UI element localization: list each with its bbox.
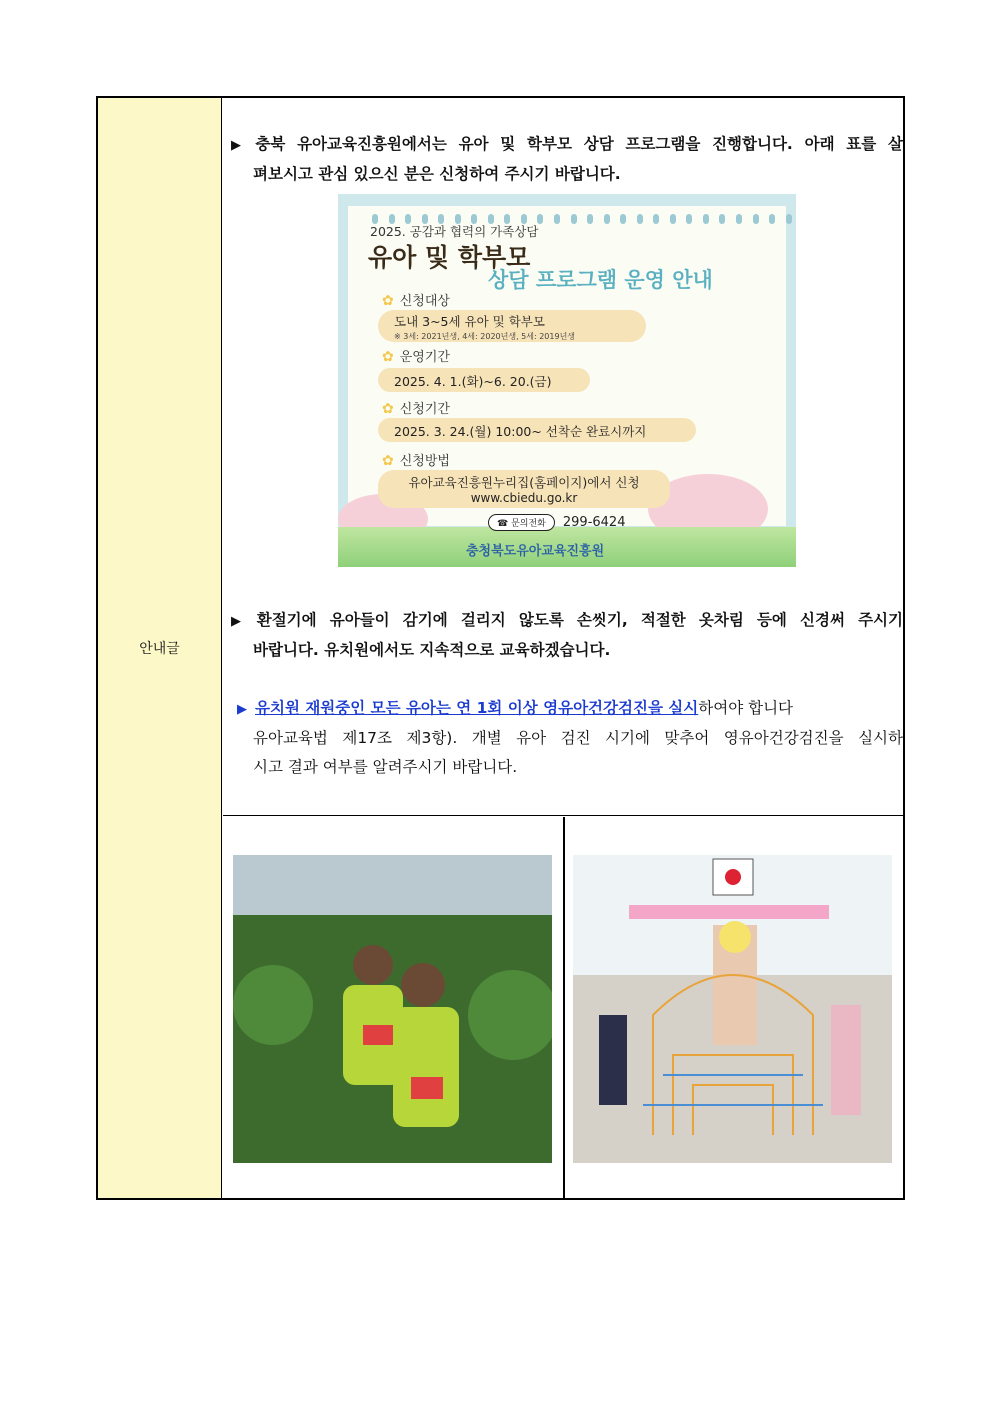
org-name: 충청북도유아교육진흥원 (466, 544, 605, 559)
photo-divider (563, 817, 565, 1198)
section-heading-method: ✿ 신청방법 (382, 453, 450, 469)
flower-icon: ✿ (382, 453, 394, 469)
poster-title-line2: 상담 프로그램 운영 안내 (488, 268, 713, 292)
section-value-apply-period: 2025. 3. 24.(월) 10:00~ 선착순 완료시까지 (378, 418, 696, 442)
poster-title-line1: 유아 및 학부모 (368, 243, 531, 272)
flower-icon: ✿ (382, 401, 394, 417)
arrow-icon: ▶ (237, 702, 247, 717)
section-heading-apply-period: ✿ 신청기간 (382, 401, 450, 417)
counseling-program-poster (338, 194, 796, 567)
section-label-cell (98, 98, 222, 1198)
checkup-link[interactable]: 유치원 재원중인 모든 유아는 연 1회 이상 영유아건강검진을 실시 (255, 699, 699, 717)
poster-subtitle: 2025. 공감과 협력의 가족상담 (370, 224, 539, 239)
section-heading-period: ✿ 운영기간 (382, 349, 450, 365)
classroom-photo (573, 855, 892, 1163)
notice-table (96, 96, 905, 1200)
flower-icon: ✿ (382, 293, 394, 309)
classroom-image (573, 855, 892, 1163)
section-value-method: 유아교육진흥원누리집(홈페이지)에서 신청 www.cbiedu.go.kr (378, 470, 670, 508)
photo-row (223, 817, 903, 1198)
arrow-icon: ▶ (231, 614, 249, 629)
section-value-target: 도내 3~5세 유아 및 학부모 ※ 3세: 2021년생, 4세: 2020년생, 5세: 2019년생 (378, 310, 646, 342)
paragraph-health-notice: ▶ 환절기에 유아들이 감기에 걸리지 않도록 손씻기, 적절한 옷차림 등에 신경써 주시기 바랍니다. 유치원에서도 지속적으로 교육하겠습니다. (231, 611, 903, 659)
content-cell (223, 98, 903, 816)
contact-phone: ☎ 문의전화 299-6424 (488, 514, 625, 531)
section-label: 안내글 (139, 641, 180, 657)
paragraph-checkup-notice: ▶ 유치원 재원중인 모든 유아는 연 1회 이상 영유아건강검진을 실시하여야 합니다 유아교육법 제17조 제3항). 개별 유아 검진 시기에 맞추어 영유아건강검진을 실시하 시고 결과 여부를 알려주시기 바랍니다. (237, 699, 903, 776)
flower-icon: ✿ (382, 349, 394, 365)
section-heading-target: ✿ 신청대상 (382, 293, 450, 309)
arrow-icon: ▶ (231, 138, 248, 153)
strawberry-picking-photo (233, 855, 552, 1163)
phone-icon: ☎ (497, 519, 509, 529)
section-value-period: 2025. 4. 1.(화)~6. 20.(금) (378, 368, 590, 392)
greenhouse-image (233, 855, 552, 1163)
paragraph-program-notice: ▶ 충북 유아교육진흥원에서는 유아 및 학부모 상담 프로그램을 진행합니다. 아래 표를 살 펴보시고 관심 있으신 분은 신청하여 주시기 바랍니다. (231, 135, 903, 183)
